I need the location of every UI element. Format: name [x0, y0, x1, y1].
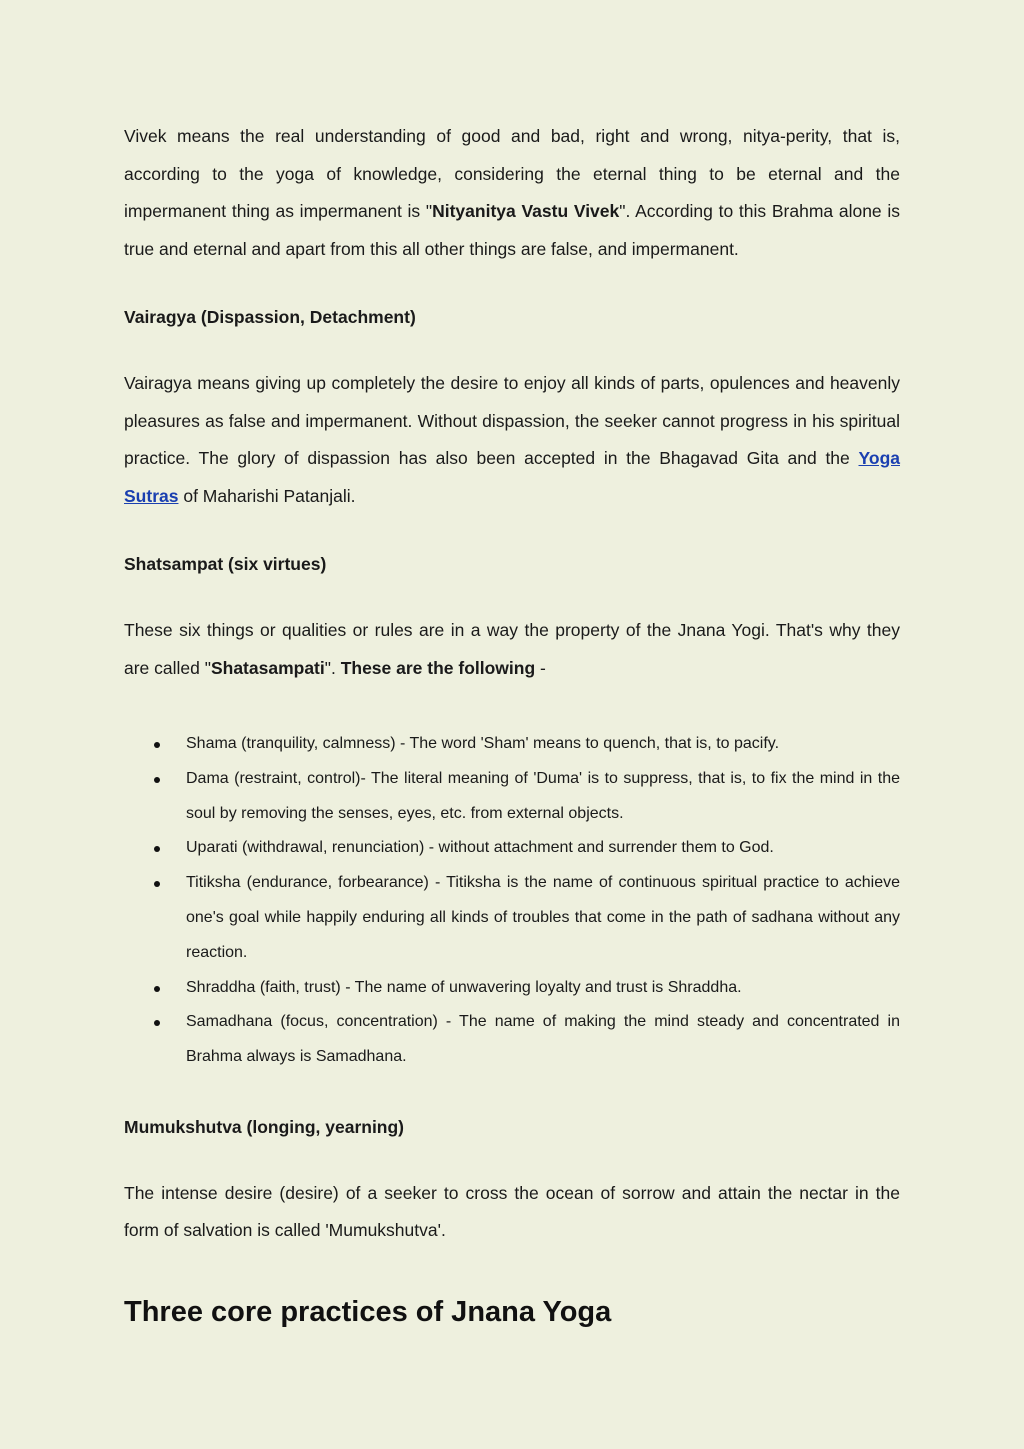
shatsampat-heading: Shatsampat (six virtues) [124, 554, 327, 574]
list-item-text: Samadhana (focus, concentration) - The name of making the mind steady and concentrated in Brahma always is Samadhana. [186, 1013, 900, 1066]
list-item [124, 1005, 900, 1075]
list-item-text: Shama (tranquility, calmness) - The word 'Sham' means to quench, that is, to pacify. [186, 735, 780, 752]
shatsampat-text-b: ". [324, 657, 341, 678]
list-item [124, 866, 900, 970]
page-content [124, 118, 900, 1332]
mumukshutva-heading: Mumukshutva (longing, yearning) [124, 1116, 405, 1137]
shatsampat-bold-term: Shatasampati [210, 657, 325, 678]
shatsampat-paragraph [124, 612, 900, 687]
intro-bold-term: Nityanitya Vastu Vivek [432, 201, 620, 221]
list-item [124, 831, 900, 866]
bullet-icon [154, 986, 160, 992]
vairagya-text-b: of Maharishi Patanjali. [178, 485, 356, 506]
vairagya-paragraph [124, 365, 900, 515]
bullet-icon [154, 1020, 160, 1026]
list-item-text: Dama (restraint, control)- The literal meaning of 'Duma' is to suppress, that is, to fix the mind in the soul by removing the senses, eyes, etc. from external objects. [186, 769, 900, 822]
bullet-icon [154, 777, 160, 783]
intro-text-a: Vivek means the real understanding of good and bad, right and wrong, nitya-perity, that is, according to the yoga of knowledge, considering the eternal thing to be eternal and the impermanent thing as impermanent is " [124, 126, 900, 221]
bullet-icon [154, 742, 160, 748]
list-item-text: Uparati (withdrawal, renunciation) - without attachment and surrender them to God. [186, 839, 774, 857]
mumukshutva-paragraph: The intense desire (desire) of a seeker to cross the ocean of sorrow and attain the nectar in the form of salvation is called 'Mumukshutva'. [124, 1182, 900, 1241]
intro-text-b: ". According to this Brahma alone is true and eternal and apart from this all other things are false, and impermanent. [124, 201, 901, 259]
intro-paragraph [124, 118, 900, 268]
vairagya-heading: Vairagya (Dispassion, Detachment) [124, 307, 416, 327]
list-item [124, 762, 900, 832]
list-item-text: Shraddha (faith, trust) - The name of unwavering loyalty and trust is Shraddha. [186, 978, 742, 996]
vairagya-text-a: Vairagya means giving up completely the desire to enjoy all kinds of parts, opulences and heavenly pleasures as false and impermanent. Without dispassion, the seeker cannot progress in his spiritual practice. The glory of dispassion has also been accepted in the Bhagavad Gita and the [124, 373, 900, 468]
list-item-text: Titiksha (endurance, forbearance) - Titiksha is the name of continuous spiritual practice to achieve one's goal while happily enduring all kinds of troubles that come in the path of sadhana without any reaction. [186, 874, 900, 961]
shatsampat-bold-following: These are the following [340, 657, 536, 678]
shatsampat-text-a: These six things or qualities or rules are in a way the property of the Jnana Yogi. That's why they are called " [124, 620, 900, 678]
bullet-icon [154, 846, 160, 852]
list-item [124, 727, 900, 762]
bullet-icon [154, 881, 160, 887]
section-heading: Three core practices of Jnana Yoga [124, 1295, 612, 1328]
shatsampat-text-c: - [535, 657, 546, 678]
virtues-list [124, 727, 900, 1075]
yoga-sutras-link[interactable]: Yoga Sutras [124, 448, 900, 506]
list-item [124, 971, 900, 1006]
